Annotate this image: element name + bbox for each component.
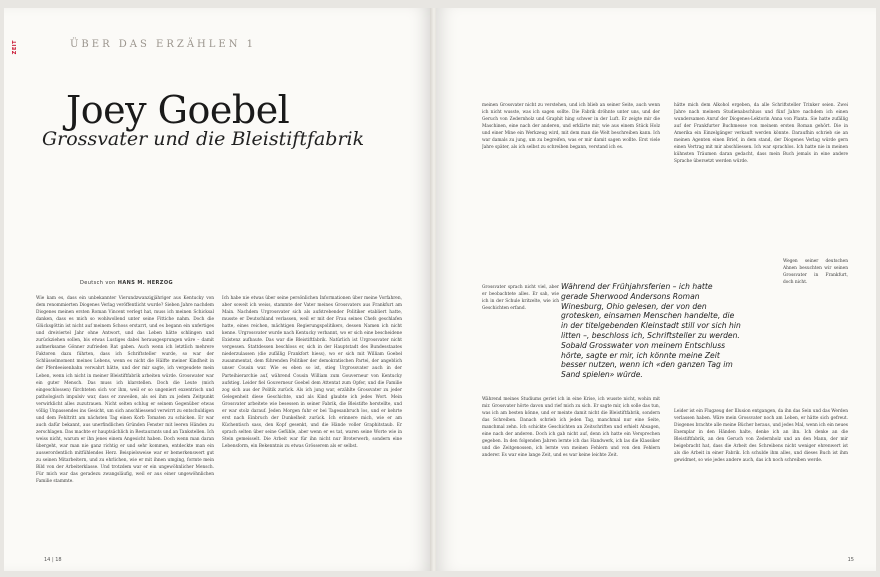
body-column-right-1-wrap bbox=[482, 284, 559, 396]
page-number-left: 14 | 18 bbox=[44, 557, 62, 563]
brand-mark: ZEIT bbox=[12, 40, 18, 55]
left-page bbox=[4, 8, 432, 571]
pull-quote: Während der Frühjahrsferien – ich hatte gerade Sherwood Andersons Roman Winesburg, Ohio gelesen, der von den grotesken, einsamen Menschen handelte, die in der titelgebenden Kleinstadt still vor sich hin litten –, beschloss ich, Schriftsteller zu werden. Sobald Grosswater von meinem Entschluss hörte, sagte er mir, ich könnte meine Zeit besser nutzen, wenn ich «den ganzen Tag im Sand spielen» würde. bbox=[561, 282, 741, 380]
body-column-left-2 bbox=[222, 295, 402, 557]
body-text: Ich habe nie etwas über seine persönlichen Informationen über meine Vorfahren, aber soweit ich weiss, stammte der Vater meines Grossvaters aus Frankfurt am Main. Nachdem Urgrossvater sich als aufstrebender Politiker etabliert hatte, musste er Deutschland verlassen, weil er mit der Frau seines Chefs geschlafen hatte, eines reichen, mächtigen Regierungspolitikers, dessen Namen ich nicht kenne. Urgrossvater wurde nach Kentucky verbannt, wo er sich eine bescheidene Existenz aufbaute. Das war die Bleistiftfabrik. Natürlich ist Urgrossvater nicht vergessen. Stattdessen beschloss er, sich in der Hauptstadt des Bundesstaates niederzulassen (die zufällig Frankfort hiess), wo er sich mit William Goebel zusammentat, dem führenden Politiker der demokratischen Partei, der angeblich unser Cousin war. Wie es eben so ist, stieg Urgrossvater auch in der Parteihierarchie auf, während Cousin William zum Gouverneur von Kentucky aufstieg. Leider fiel Gouverneur Goebel dem Attentat zum Opfer, und die Familie zog sich aus der Politik zurück. Als ich jung war, erzählte Grossvater zu jeder Gelegenheit diese Geschichte, und als Kind glaubte ich jedes Wort. Mein Grossvater arbeitete wie besessen in seiner Fabrik, die Bleistifte herstellte, und er war stolz darauf. Jeden Morgen fuhr er bei Tagesanbruch los, und er kehrte erst nach Einbruch der Dunkelheit zurück. Ich erinnere mich, wie er am Küchentisch sass, den Kopf gesenkt, und die Hände voller Graphitstaub. Er sprach selten über seine Gefühle, aber wenn er es tat, waren seine Worte wie in Stein gemeisselt. Die Arbeit war für ihn nicht nur Broterwerb, sondern eine Lebensform, ein Bekenntnis zu etwas Grösserem als er selbst. bbox=[222, 296, 402, 449]
body-column-right-2-lower bbox=[674, 408, 848, 558]
body-text: Leider ist ein Flugzeug der Illusion entgangen, da ihn das Sein und das Werden verlassen haben. Wäre mein Grossvater noch am Leben, er hätte sich gefreut. Diogenes brachte alle meine Bücher heraus, und jedes Mal, wenn ich ein neues Exemplar in den Händen halte, denke ich an ihn. Ich denke an die Bleistiftfabrik, an den Geruch von Zedernholz und an den Mann, der mir beigebracht hat, dass die Arbeit des Schreibens nicht weniger ehrenwert ist als die Arbeit in einer Fabrik. Ich schulde ihm alles, und dieses Buch ist ihm gewidmet, so wie jedes andere auch, das ich noch schreiben werde. bbox=[674, 409, 848, 464]
body-text: Wegen seiner deutschen Ahnen besuchten wir seinen Grossvater in Frankfurt, doch nicht. bbox=[783, 259, 848, 286]
body-column-right-1 bbox=[482, 102, 660, 282]
body-column-right-2-wrap bbox=[783, 258, 848, 408]
right-page bbox=[436, 8, 876, 571]
body-text: Grossvater sprach nicht viel, aber er beobachtete alles. Er sah, wie ich in der Schule kritzelte, wie ich Geschichten erfand. bbox=[482, 285, 559, 312]
translator-credit bbox=[80, 280, 173, 286]
body-text: meinen Grossvater nicht zu verstehen, und ich blieb an seiner Seite, auch wenn ich nicht wusste, was ich sagen sollte. Die Fabrik dröhnte unter uns, und der Geruch von Zedernholz und Graphit hing schwer in der Luft. Er zeigte mir die Maschinen, eine nach der anderen, und erklärte mir, wie aus einem Stück Holz und einer Mine ein Werkzeug wird, mit dem man die Welt beschreiben kann. Ich war damals zu jung, um zu begreifen, was er mir damit sagen wollte. Erst viele Jahre später, als ich selbst zu schreiben begann, verstand ich es. bbox=[482, 103, 660, 151]
body-text: hätte mich dem Alkohol ergeben, da alle Schriftsteller Trinker seien. Zwei Jahre nach meinem Studienabschluss und fünf Jahre nachdem ich einen wundersamen Anruf der Diogenes-Lektorin Anna von Planta. Sie hatte zufällig auf der Frankfurter Buchmesse von meinem ersten Roman gehört. Die in Amerika ein Einzelgänger verkauft werden könnte. Daraufhin schrieb sie an meinen Agenten einen Brief, in dem stand, der Diogenes Verlag würde gern einen Vertrag mit mir abschliessen. Ich war sprachlos. Ich hatte nie in meinen kühnsten Träumen daran gedacht, dass mein Buch jemals in eine andere Sprache übersetzt werden würde. bbox=[674, 103, 848, 165]
body-column-right-2 bbox=[674, 102, 848, 256]
page-number-right: 15 bbox=[847, 557, 854, 563]
body-column-left-1 bbox=[36, 295, 214, 557]
body-text: Wie kam es, dass ein unbekannter Vierundzwanzigjähriger aus Kentucky von dem renommierten Diogenes Verlag veröffentlicht wurde? Sieben Jahre nachdem Diogenes meinen ersten Roman Vincent verlegt hat, muss ich meinen Schicksal danken, dass es mich so wohlwollend unter seine Fittiche nahm. Doch die Glücksgöttin ist nicht auf meinem Schoss erstarrt, und es begann ein unfertiges und dreiviertel Jahr ohne Antwort, und das Leben hätte schlingen und zurückziehen sollen, bis etwas Lustiges dabei herausgesprungen wäre – damit aufmerksame Gönner zufrieden Rat gaben. Auch wenn ich letztlich mehrere Faktoren dazu führten, dass ich Schriftsteller wurde, so war der Schlüsselmoment meines Lebens, wenn es nicht die Hälfte meiner Kindheit in der Pferdeeisenbahn verwahrt hätte, und der mir sagte, ich vergeudete mein Leben, wenn ich nicht in meiner Bleistiftfabrik arbeiten würde. Grosswater war ein guter Mensch. Das muss ich klarstellen. Doch die Leute (mich eingeschlossen) fürchteten sich vor ihm, weil er so ungeniert exzentrisch und pathologisch impulsiv war, dass er zuweilen, als sei ihm zu jedem Zeitpunkt verwirklicht alles zuzutrauen. Nicht selten schlug er seinem Gegenüber etwas völlig Unpassendes ins Gesicht, um sich anschliessend verwirrt zu entschuldigen und dem Fehltritt am nächsten Tag einen Korb Tomaten zu schicken. Er war auch dafür bekannt, aus unerfindlichen Gründen Fenster mit leeren Händen zu zerschlagen. Das machte er hauptsächlich in Restaurants und an Tankstellen. Ich weiss nicht, warum er ihn jenes einem Angesicht haben. Doch wenn man daran übergeht, war man nie ganz richtig er und sehr kommen, entdeckte man ein ausserordentlich mitfühlendes Herz. Beispielsweise war er bemerkenswert gut zu seinen Mitarbeitern, und zu ehrlichen, wie er mit ihnen umging, formte mein Bild von der Arbeiterklasse. Und trotzdem war er ein ungewöhnlicher Mensch. Für mich war das geradezu zwangsläufig, weil er aus einer ungewöhnlichen Familie stammte. bbox=[36, 296, 214, 485]
section-heading: ÜBER DAS ERZÄHLEN 1 bbox=[70, 39, 257, 50]
body-column-right-1-lower bbox=[482, 396, 660, 554]
article-title: Grossvater und die Bleistiftfabrik bbox=[42, 128, 365, 150]
translator-name: HANS M. HERZOG bbox=[117, 280, 173, 286]
credit-label: Deutsch von bbox=[80, 280, 116, 286]
article-author: Joey Goebel bbox=[66, 88, 290, 132]
body-text: Während meines Studiums geriet ich in eine Krise, ich wusste nicht, wohin mit mir. Grossvater hörte davon und rief mich zu sich. Er sagte mir, ich solle das tun, was ich am besten könne, und er meinte damit nicht die Bleistiftfabrik, sondern das Schreiben. Danach schrieb ich jeden Tag, manchmal nur eine Seite, manchmal zehn. Ich schickte Geschichten an Zeitschriften und erhielt Absagen, eine nach der anderen. Doch ich gab nicht auf, denn ich hatte ein Versprechen gegeben. In den folgenden Jahren lernte ich das Handwerk, ich las die Klassiker und die Zeitgenossen, ich lernte von meinen Fehlern und von den Fehlern anderer. Es war eine lange Zeit, und es war keine leichte Zeit. bbox=[482, 397, 660, 459]
